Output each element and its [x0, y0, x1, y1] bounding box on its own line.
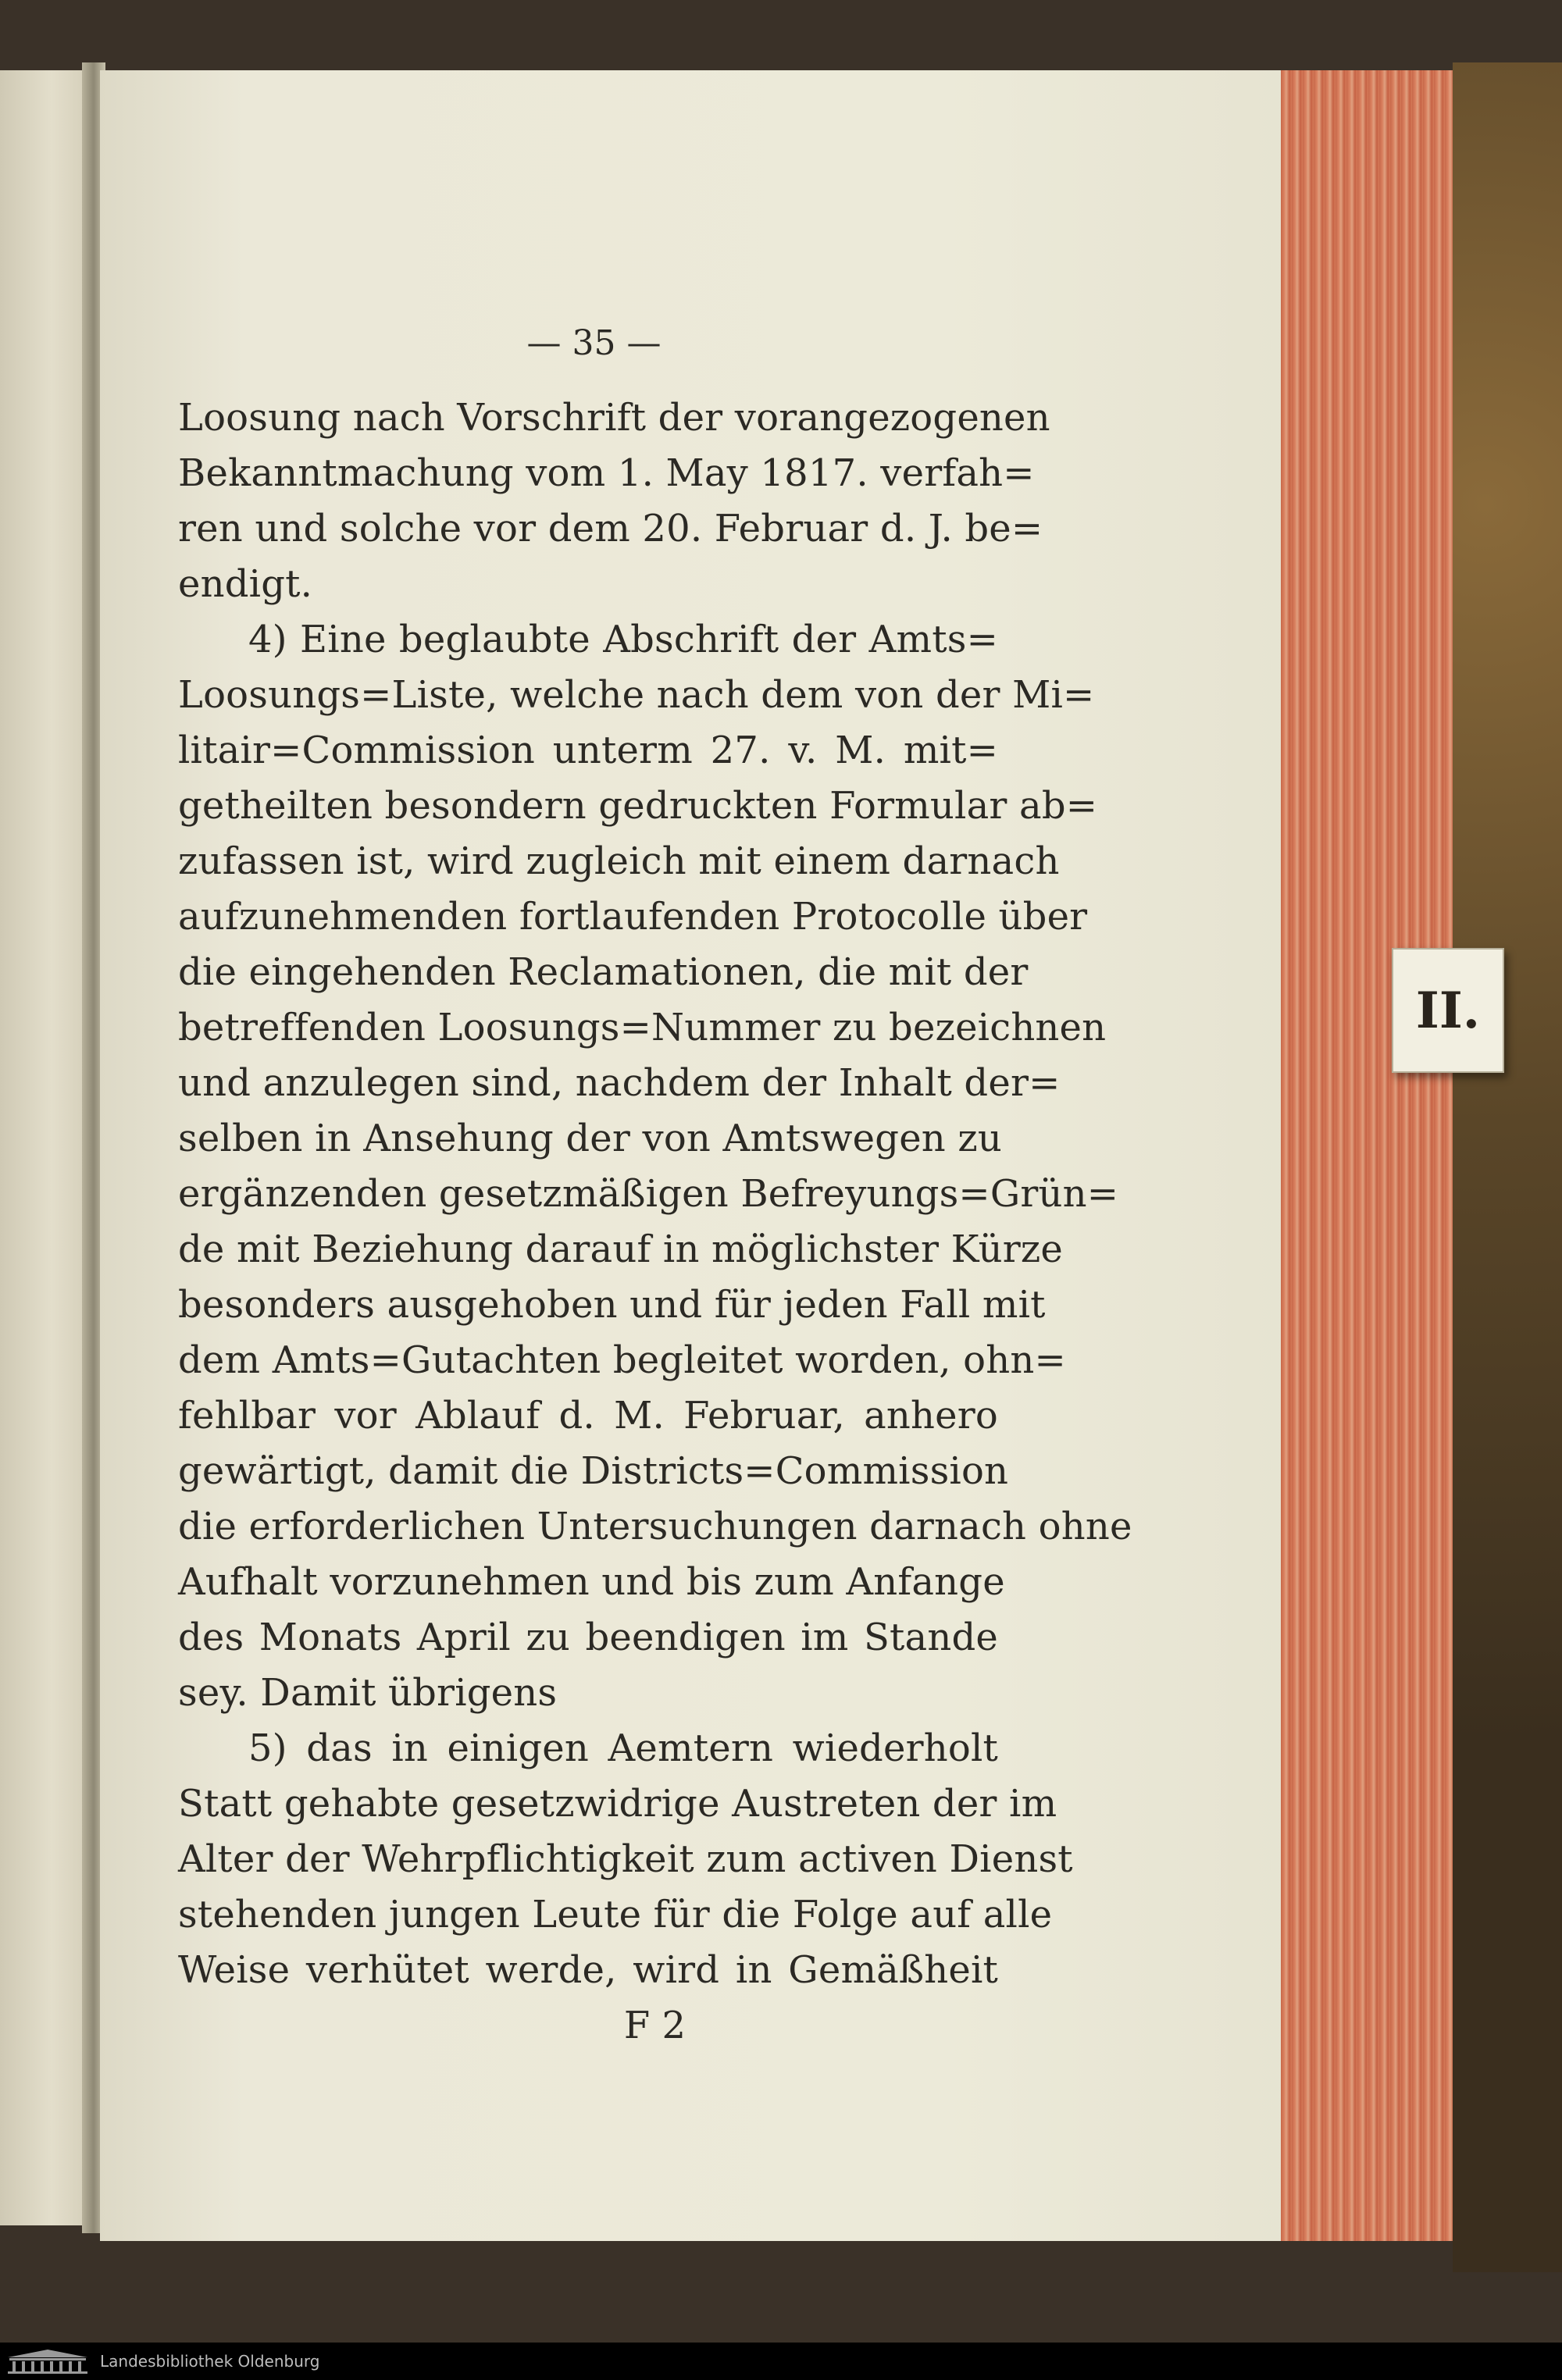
text-line: und anzulegen sind, nachdem der Inhalt der=: [178, 1061, 1061, 1105]
text-line: betreffenden Loosungs=Nummer zu bezeichnen: [178, 1006, 1107, 1049]
text-line: endigt.: [178, 562, 313, 606]
library-building-icon: [5, 2348, 91, 2375]
text-line: de mit Beziehung darauf in möglichster Kürze: [178, 1227, 1063, 1271]
section-tab-label: II.: [1415, 981, 1481, 1040]
page-edges: [1281, 70, 1468, 2241]
text-line: ren und solche vor dem 20. Februar d. J. be=: [178, 507, 1043, 550]
text-line: Loosungs=Liste, welche nach dem von der Mi=: [178, 673, 1095, 717]
page-text: [178, 308, 1132, 2053]
text-line: Aufhalt vorzunehmen und bis zum Anfange: [178, 1560, 1005, 1604]
text-line: selben in Ansehung der von Amtswegen zu: [178, 1117, 1002, 1160]
section-tab: [1392, 948, 1504, 1073]
text-line: aufzunehmenden fortlaufenden Protocolle über: [178, 895, 1088, 939]
footer-bar: [0, 2343, 1562, 2380]
text-line: getheilten besondern gedruckten Formular ab=: [178, 784, 1098, 828]
text-line: sey. Damit übrigens: [178, 1671, 558, 1715]
text-line: stehenden jungen Leute für die Folge auf alle: [178, 1893, 1053, 1936]
text-line: die erforderlichen Untersuchungen darnach ohne: [178, 1505, 1132, 1548]
marbled-cover: [1453, 62, 1562, 2272]
page-number-header: — 35 —: [526, 323, 662, 363]
text-line: gewärtigt, damit die Districts=Commission: [178, 1449, 1009, 1493]
library-name: Landesbibliothek Oldenburg: [100, 2352, 320, 2371]
text-line: Weise verhütet werde, wird in Gemäßheit: [178, 1948, 998, 1992]
text-line: 4) Eine beglaubte Abschrift der Amts=: [248, 618, 998, 661]
text-line: besonders ausgehoben und für jeden Fall mit: [178, 1283, 1046, 1327]
text-line: Loosung nach Vorschrift der vorangezogenen: [178, 396, 1050, 440]
text-line: fehlbar vor Ablauf d. M. Februar, anhero: [178, 1394, 998, 1438]
text-line: litair=Commission unterm 27. v. M. mit=: [178, 729, 998, 772]
text-line: Statt gehabte gesetzwidrige Austreten der im: [178, 1782, 1057, 1826]
text-line: dem Amts=Gutachten begleitet worden, ohn=: [178, 1338, 1066, 1382]
text-line: ergänzenden gesetzmäßigen Befreyungs=Grün=: [178, 1172, 1119, 1216]
text-line: Bekanntmachung vom 1. May 1817. verfah=: [178, 451, 1035, 495]
text-line: des Monats April zu beendigen im Stande: [178, 1616, 998, 1659]
text-line: zufassen ist, wird zugleich mit einem darnach: [178, 839, 1060, 883]
text-line: die eingehenden Reclamationen, die mit der: [178, 950, 1029, 994]
signature-mark: F 2: [623, 2004, 686, 2047]
text-line: Alter der Wehrpflichtigkeit zum activen Dienst: [178, 1837, 1073, 1881]
text-line: 5) das in einigen Aemtern wiederholt: [248, 1726, 998, 1770]
left-page-edge: [0, 70, 86, 2225]
